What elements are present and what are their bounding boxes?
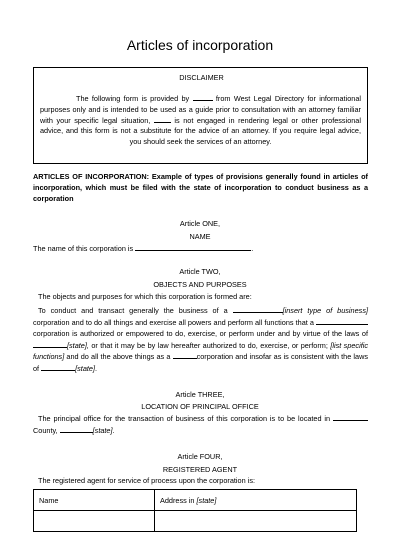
insert-state: [state]: [92, 425, 113, 435]
disclaimer-text-2: from West Legal Directory for informational purposes only and is intended to be used as a guide prior to consultation with an attorney familiar with your specific legal situation,: [40, 94, 362, 125]
blank-line: [135, 244, 254, 253]
article2-text-d: corporation is authorized or empowered to do, exercise, or perform under and by virtue of the laws of: [33, 329, 368, 338]
name-cell: [34, 511, 155, 532]
blank-line: [193, 94, 213, 101]
article2-p2: [33, 305, 368, 374]
address-cell: [155, 511, 357, 532]
article1-text-1: The name of this corporation is: [33, 244, 134, 253]
registered-agent-table: [33, 489, 357, 532]
blank-line: [173, 352, 197, 359]
intro-paragraph: ARTICLES OF INCORPORATION: Example of types of provisions generally found in articles of incorporation, which must be filed with the state of incorporation to conduct business as a corporation: [33, 172, 368, 203]
article4-subheading: REGISTERED AGENT: [162, 465, 238, 474]
disclaimer-text-1: The following form is provided by: [76, 94, 190, 103]
insert-state: [state]: [75, 363, 95, 373]
blank-line: [60, 426, 93, 433]
article1-subheading: NAME: [189, 232, 211, 241]
article3-subheading: LOCATION OF PRINCIPAL OFFICE: [141, 402, 259, 411]
article2-text-f: or that it may be by law hereafter authorized to do, exercise, or perform;: [91, 340, 328, 350]
insert-functions: [list specific functions]: [33, 340, 368, 361]
article1-heading: Article ONE,: [179, 219, 221, 228]
blank-line: [33, 341, 67, 348]
insert-business-type: [insert type of business]: [282, 306, 368, 315]
page-title: Articles of incorporation: [126, 37, 274, 53]
blank-line: [154, 116, 171, 123]
article2-text-i: corporation and insofar as is consistent with the laws of: [33, 352, 369, 373]
insert-state: [state],: [67, 340, 89, 350]
insert-state: [state]: [196, 495, 217, 505]
article2-end: .: [95, 363, 98, 373]
blank-line: [333, 414, 368, 421]
article2-p1: The objects and purposes for which this corporation is formed are:: [38, 292, 252, 301]
disclaimer-text: [40, 94, 361, 148]
blank-line: [41, 364, 75, 371]
article2-text-a: To conduct and transact generally the business of a: [38, 306, 228, 315]
name-header-cell: Name: [34, 490, 155, 511]
disclaimer-box: [33, 67, 368, 164]
table-row: [34, 490, 357, 511]
article2-heading: Article TWO,: [179, 267, 221, 276]
blank-line: [233, 306, 283, 313]
article1-text: [33, 243, 368, 255]
address-header-cell: [155, 490, 357, 511]
article3-text-a: The principal office for the transaction of business of this corporation is to be located in: [38, 414, 331, 423]
disclaimer-heading: DISCLAIMER: [179, 73, 224, 82]
article3-county: County,: [33, 425, 58, 435]
article4-heading: Article FOUR,: [177, 452, 223, 461]
article3-heading: Article THREE,: [175, 390, 225, 399]
blank-line: [316, 318, 368, 325]
article2-text-h: and do all the above things as a: [66, 352, 171, 361]
disclaimer-text-3: is not engaged in rendering legal or other professional advice, and this form is not a substitute for the advice of an attorney. If you require legal advice, you should seek the services of an attorney.: [40, 115, 361, 147]
table-row: [34, 511, 357, 532]
article4-p1: The registered agent for service of process upon the corporation is:: [38, 476, 255, 485]
article2-subheading: OBJECTS AND PURPOSES: [153, 280, 247, 289]
address-label: Address in: [160, 495, 195, 505]
article3-p1: [33, 413, 368, 436]
article3-end: .: [112, 425, 115, 435]
article2-text-c: corporation and to do all things and exercise all powers and perform all functions that a: [33, 317, 314, 327]
article1-end: .: [251, 244, 254, 253]
